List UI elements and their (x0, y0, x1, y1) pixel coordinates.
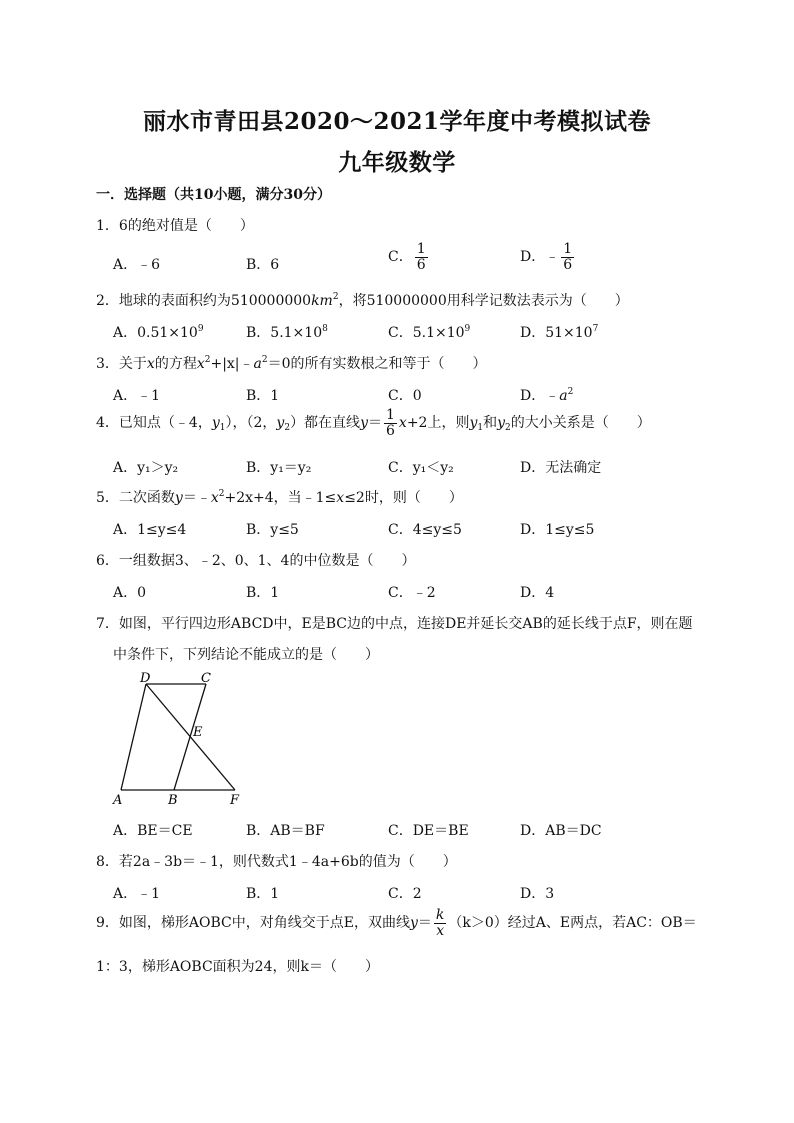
label-f: F (230, 793, 240, 808)
question-2-option-a: A．$0.51\times 10^9$ (113, 324, 204, 341)
question-4-stem: 4．已知点（﹣4，$y_1$），（2，$y_2$）都在直线y＝ $\frac{1}{6}$ x+2上，则$y_1$和$y_2$的大小关系是（ ） (96, 407, 651, 439)
question-6-option-d: D．4 (520, 585, 555, 601)
question-1-option-b: B．6 (246, 257, 280, 273)
segment-df (146, 684, 235, 790)
question-8-stem: 8．若2a﹣3b＝﹣1，则代数式1﹣4a+6b的值为（ ） (96, 854, 457, 870)
exam-title: 丽水市青田县2020～2021学年度中考模拟试卷 (142, 108, 652, 135)
question-2-option-b: B．$5.1\times 10^8$ (246, 324, 328, 341)
question-8-option-a: A．﹣1 (113, 886, 161, 902)
label-c: C (201, 671, 211, 686)
segment-da (121, 684, 146, 790)
question-4-option-a: A．y₁＞y₂ (113, 460, 179, 476)
question-5-option-a: A．1≤y≤4 (113, 522, 187, 538)
question-9-stem-line-2: 1：3，梯形AOBC面积为24，则k＝（ ） (96, 959, 379, 975)
question-1-option-c: C． $\frac{1}{6}$ (388, 241, 426, 273)
question-5-stem: 5．二次函数$y=﹣x^2+2x+4$，当﹣1≤x≤2时，则（ ） (96, 489, 463, 506)
label-d: D (140, 671, 151, 686)
question-8-option-b: B．1 (246, 886, 280, 902)
exam-subtitle: 九年级数学 (338, 149, 456, 176)
parallelogram-figure (108, 668, 258, 810)
question-4-option-c: C．y₁＜y₂ (388, 460, 454, 476)
question-6-option-c: C．﹣2 (388, 585, 436, 601)
question-2-option-d: D．$51\times 10^7$ (520, 324, 599, 341)
question-7-option-a: A．BE＝CE (113, 823, 193, 839)
question-5-option-d: D．1≤y≤5 (520, 522, 595, 538)
question-3-option-c: C．0 (388, 388, 422, 404)
section-heading: 一．选择题（共10小题，满分30分） (96, 187, 331, 203)
question-7-option-c: C．DE＝BE (388, 823, 469, 839)
question-7-option-b: B．AB＝BF (246, 823, 325, 839)
question-4-option-b: B．y₁＝y₂ (246, 460, 312, 476)
question-1-option-d: D．﹣ $\frac{1}{6}$ (520, 241, 573, 273)
question-7-option-d: D．AB＝DC (520, 823, 602, 839)
question-8-option-d: D．3 (520, 886, 555, 902)
question-6-option-b: B．1 (246, 585, 280, 601)
question-7-stem-line-2: 中条件下，下列结论不能成立的是（ ） (113, 647, 379, 663)
question-9-stem-line-1: 9．如图，梯形AOBC中，对角线交于点E，双曲线y＝ $\frac{k}{x}$ （k＞0）经过A、E两点，若AC：OB＝ (96, 907, 697, 939)
question-3-option-d: D．$﹣a^2$ (520, 387, 574, 404)
question-2-option-c: C．$5.1\times 10^9$ (388, 324, 471, 341)
question-3-stem: 3．关于x的方程$x^2+|x|﹣a^2=0$的所有实数根之和等于（ ） (96, 355, 487, 372)
question-2-stem: 2．地球的表面积约为$510000000km^2$，将510000000用科学记数法表示为（ ） (96, 292, 629, 309)
label-a: A (113, 793, 123, 808)
label-e: E (193, 725, 203, 740)
question-1-option-a: A．﹣6 (113, 257, 161, 273)
question-3-option-b: B．1 (246, 388, 280, 404)
question-5-option-b: B．y≤5 (246, 522, 299, 538)
question-5-option-c: C．4≤y≤5 (388, 522, 462, 538)
question-7-stem-line-1: 7．如图，平行四边形ABCD中，E是BC边的中点，连接DE并延长交AB的延长线于点F，则在题 (96, 616, 693, 632)
question-1-stem: 1．6的绝对值是（ ） (96, 218, 254, 234)
label-b: B (168, 793, 178, 808)
question-8-option-c: C．2 (388, 886, 422, 902)
question-6-option-a: A．0 (113, 585, 147, 601)
question-3-option-a: A．﹣1 (113, 388, 161, 404)
question-4-option-d: D．无法确定 (520, 460, 602, 476)
question-6-stem: 6．一组数据3、﹣2、0、1、4的中位数是（ ） (96, 553, 416, 569)
